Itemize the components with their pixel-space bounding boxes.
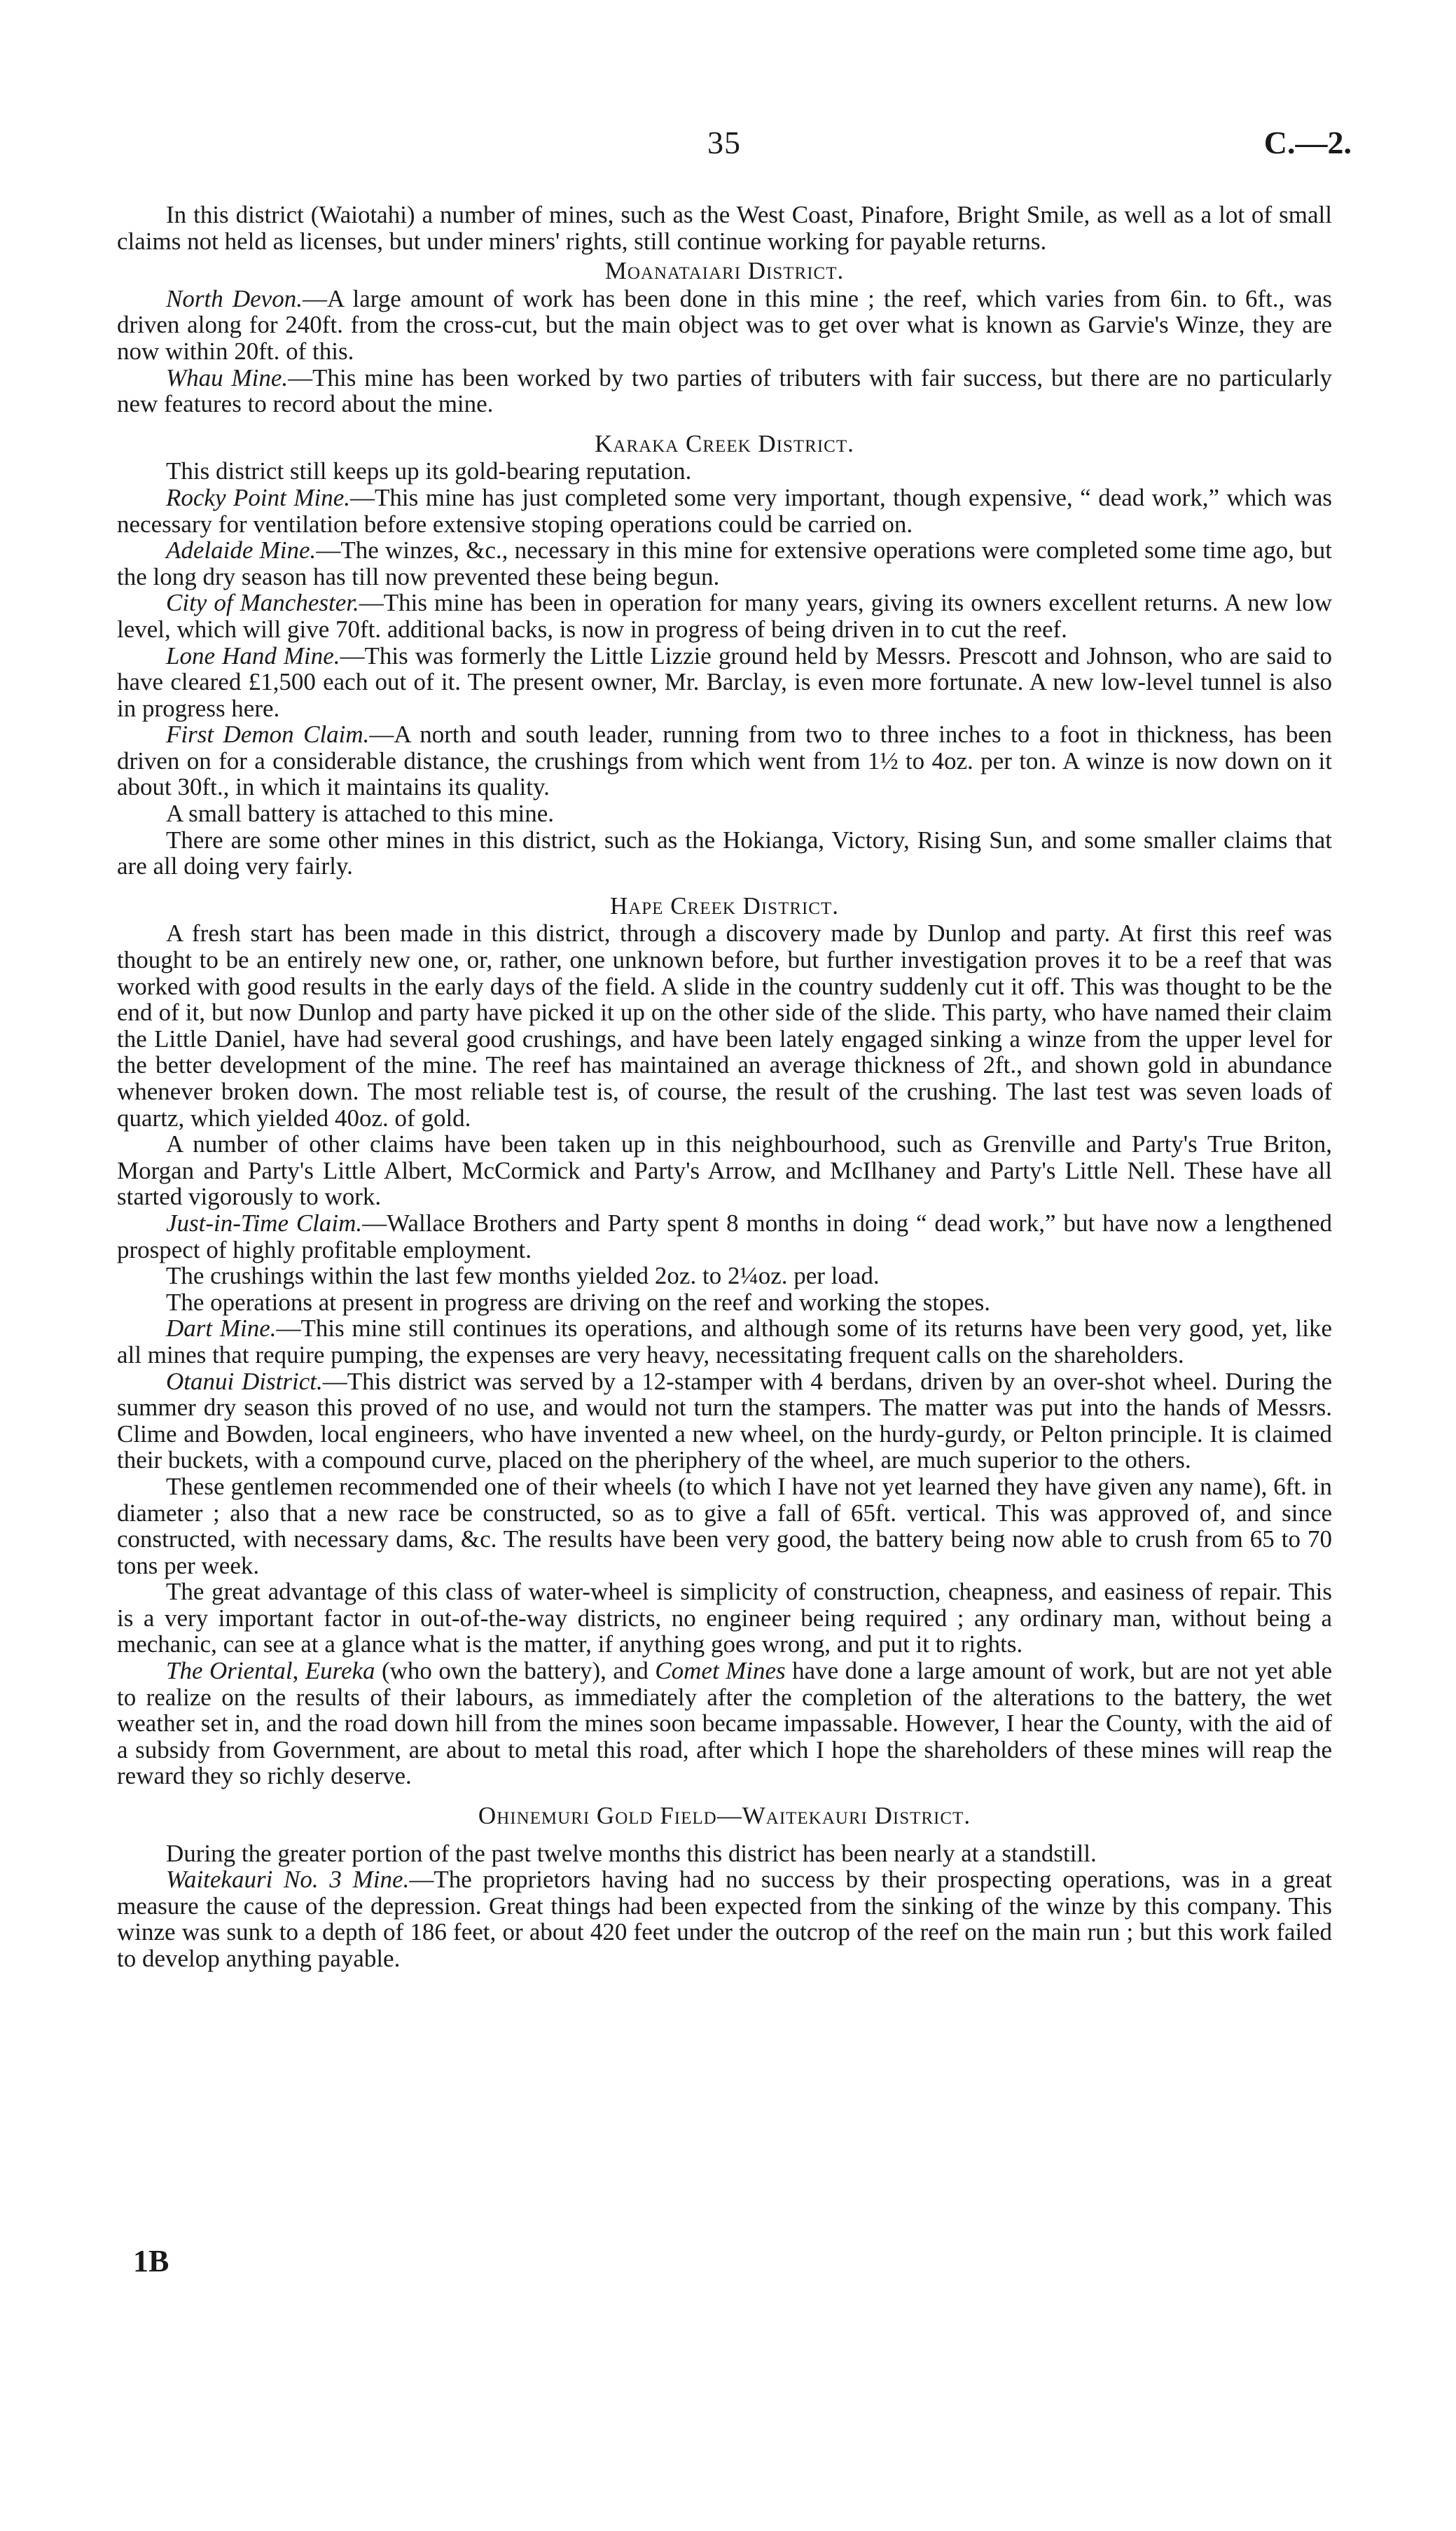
paragraph-advantage: The great advantage of this class of water-wheel is simplicity of construction, cheapness, and easiness of repair. This is a very important factor in out-of-the-way districts, no engineer being required ; any ordinary man, without being a mechanic, can see at a glance what is the matter, if anything goes wrong, and put it to rights. xyxy=(117,1578,1332,1658)
paragraph-crushings: The crushings within the last few months yielded 2oz. to 2¼oz. per load. xyxy=(166,1262,880,1290)
paragraph-adelaide xyxy=(117,537,1332,590)
mine-text-first-demon: —A north and south leader, running from two to three inches to a foot in thickness, has been driven on for a considerable distance, the crushings from which went from 1½ to 4oz. per ton. A winze is now down on it about 30ft., in which it maintains its quality. xyxy=(117,721,1332,801)
mine-title-waitekauri: Waitekauri No. 3 Mine. xyxy=(166,1866,410,1894)
paragraph-whau-mine xyxy=(117,365,1332,417)
paragraph-hape-main: A fresh start has been made in this district, through a discovery made by Dunlop and party. At first this reef was thought to be an entirely new one, or, rather, one unknown before, but further investigation proves it to be a reef that was worked with good results in the early days of the field. A slide in the country suddenly cut it off. This was thought to be the end of it, but now Dunlop and party have picked it up on the other side of the slide. This party, who have named their claim the Little Daniel, have had several good crushings, and have been lately engaged sinking a winze from the upper level for the better development of the mine. The reef has maintained an average thickness of 2ft., and shown gold in abundance whenever broken down. The most reliable test is, of course, the result of the crushing. The last test was seven loads of quartz, which yielded 40oz. of gold. xyxy=(117,920,1332,1132)
mine-title-comet: Comet Mines xyxy=(655,1657,786,1685)
paragraph-other-claims: A number of other claims have been taken up in this neighbourhood, such as Grenville and Party's True Briton, Morgan and Party's Little Albert, McCormick and Party's Arrow, and McIlhaney and Party's Little Nell. These have all started vigorously to work. xyxy=(117,1130,1332,1211)
document-reference: C.—2. xyxy=(1263,125,1352,160)
mine-text-oriental: have done a large amount of work, but are not yet able to realize on the results of their labours, as immediately after the completion of the alterations to the battery, the wet weather set in, and the road down hill from the mines soon became impassable. However, I hear the County, with the aid of a subsidy from Government, are about to metal this road, after which I hope the shareholders of these mines will reap the reward they so richly deserve. xyxy=(117,1657,1332,1790)
paragraph-city-of-manchester xyxy=(117,590,1332,642)
paragraph-waitekauri-no3 xyxy=(117,1866,1332,1971)
printer-signature-mark: 1B xyxy=(133,2244,169,2278)
paragraph-north-devon xyxy=(117,286,1332,365)
document-body xyxy=(117,202,1332,1972)
heading-ohinemuri-waitekauri: Ohinemuri Gold Field—Waitekauri District. xyxy=(478,1802,971,1830)
page-number: 35 xyxy=(707,125,741,160)
mine-text-waitekauri: —The proprietors having had no success by their prospecting operations, was in a great measure the cause of the depression. Great things had been expected from the sinking of the winze by this company. This winze was sunk to a depth of 186 feet, or about 420 feet under the outcrop of the reef on the main run ; but this work failed to develop anything payable. xyxy=(117,1866,1332,1972)
mine-title-lone-hand: Lone Hand Mine. xyxy=(166,642,340,670)
mine-text-otanui: —This district was served by a 12-stamper with 4 berdans, driven by an over-shot wheel. During the summer dry season this proved of no use, and would not turn the stampers. The matter was put into the hands of Messrs. Clime and Bowden, local engineers, who have invented a new wheel, on the hurdy-gurdy, or Pelton principle. It is claimed their buckets, with a compound curve, placed on the pheriphery of the wheel, are much superior to the others. xyxy=(117,1367,1332,1474)
mine-text-dart: —This mine still continues its operations, and although some of its returns have been very good, yet, like all mines that require pumping, the expenses are very heavy, necessitating frequent calls on the shareholders. xyxy=(117,1315,1332,1368)
mine-text-just-in-time: —Wallace Brothers and Party spent 8 months in doing “ dead work,” but have now a lengthened prospect of highly profitable employment. xyxy=(117,1209,1333,1263)
mine-text-whau: —This mine has been worked by two parties of tributers with fair success, but there are no particularly new features to record about the mine. xyxy=(117,363,1332,418)
mine-title-whau: Whau Mine. xyxy=(166,363,289,391)
mine-title-rocky-point: Rocky Point Mine. xyxy=(166,483,350,511)
paragraph-otanui-district xyxy=(117,1368,1332,1473)
mine-title-dart: Dart Mine. xyxy=(166,1315,277,1343)
heading-hape-creek-district: Hape Creek District. xyxy=(609,892,840,920)
paragraph-operations: The operations at present in progress are driving on the reef and working the stopes. xyxy=(166,1288,991,1316)
mine-text-adelaide: —The winzes, &c., necessary in this mine for extensive operations were completed some time ago, but the long dry season has till now prevented these being begun. xyxy=(117,536,1333,590)
separator-comma: , xyxy=(292,1657,305,1685)
mine-text-lone-hand: —This was formerly the Little Lizzie ground held by Messrs. Prescott and Johnson, who are said to have cleared £1,500 each out of it. The present owner, Mr. Barclay, is even more fortunate. A new low-level tunnel is also in progress here. xyxy=(117,642,1332,722)
separator-battery-note: (who own the battery), and xyxy=(375,1657,656,1685)
mine-title-just-in-time: Just-in-Time Claim. xyxy=(166,1209,363,1237)
mine-title-adelaide: Adelaide Mine. xyxy=(166,536,317,564)
paragraph-just-in-time xyxy=(117,1210,1332,1263)
mine-title-manchester: City of Manchester. xyxy=(166,589,359,617)
mine-text-manchester: —This mine has been in operation for many years, giving its owners excellent returns. A new low level, which will give 70ft. additional backs, is now in progress of being driven in to cut the reef. xyxy=(117,589,1332,643)
paragraph-other-mines: There are some other mines in this district, such as the Hokianga, Victory, Rising Sun, and some smaller claims that are all doing very fairly. xyxy=(117,826,1332,880)
paragraph-lone-hand xyxy=(117,643,1332,722)
paragraph-gentlemen: These gentlemen recommended one of their wheels (to which I have not yet learned they have given any name), 6ft. in diameter ; also that a new race be constructed, so as to give a fall of 65ft. vertical. This was approved of, and since constructed, with necessary dams, &c. The results have been very good, the battery being now able to crush from 65 to 70 tons per week. xyxy=(117,1472,1332,1579)
paragraph-dart-mine xyxy=(117,1315,1332,1368)
mine-title-oriental: The Oriental xyxy=(166,1657,293,1685)
mine-title-first-demon: First Demon Claim. xyxy=(166,721,370,749)
paragraph-small-battery: A small battery is attached to this mine. xyxy=(166,800,555,828)
paragraph-karaka-intro: This district still keeps up its gold-bearing reputation. xyxy=(166,457,692,485)
paragraph-waiotahi: In this district (Waiotahi) a number of mines, such as the West Coast, Pinafore, Bright Smile, as well as a lot of small claims not held as licenses, but under miners' rights, still continue working for payable returns. xyxy=(117,201,1332,255)
paragraph-standstill: During the greater portion of the past twelve months this district has been nearly at a standstill. xyxy=(166,1839,1097,1867)
paragraph-first-demon xyxy=(117,721,1332,800)
heading-karaka-creek-district: Karaka Creek District. xyxy=(595,429,854,457)
heading-moanataiari-district: Moanataiari District. xyxy=(604,257,845,285)
page-header xyxy=(161,125,1352,172)
mine-title-north-devon: North Devon. xyxy=(166,284,303,312)
mine-title-otanui: Otanui District. xyxy=(166,1367,323,1395)
mine-text-rocky-point: —This mine has just completed some very important, though expensive, “ dead work,” which was necessary for ventilation before extensive stoping operations could be carried on. xyxy=(117,483,1332,538)
mine-title-eureka: Eureka xyxy=(305,1657,375,1685)
paragraph-rocky-point xyxy=(117,485,1332,537)
mine-text-north-devon: —A large amount of work has been done in this mine ; the reef, which varies from 6in. to 6ft., was driven along for 240ft. from the cross-cut, but the main object was to get over what is known as Garvie's Winze, they are now within 20ft. of this. xyxy=(117,284,1332,365)
paragraph-oriental-eureka-comet xyxy=(117,1658,1332,1789)
